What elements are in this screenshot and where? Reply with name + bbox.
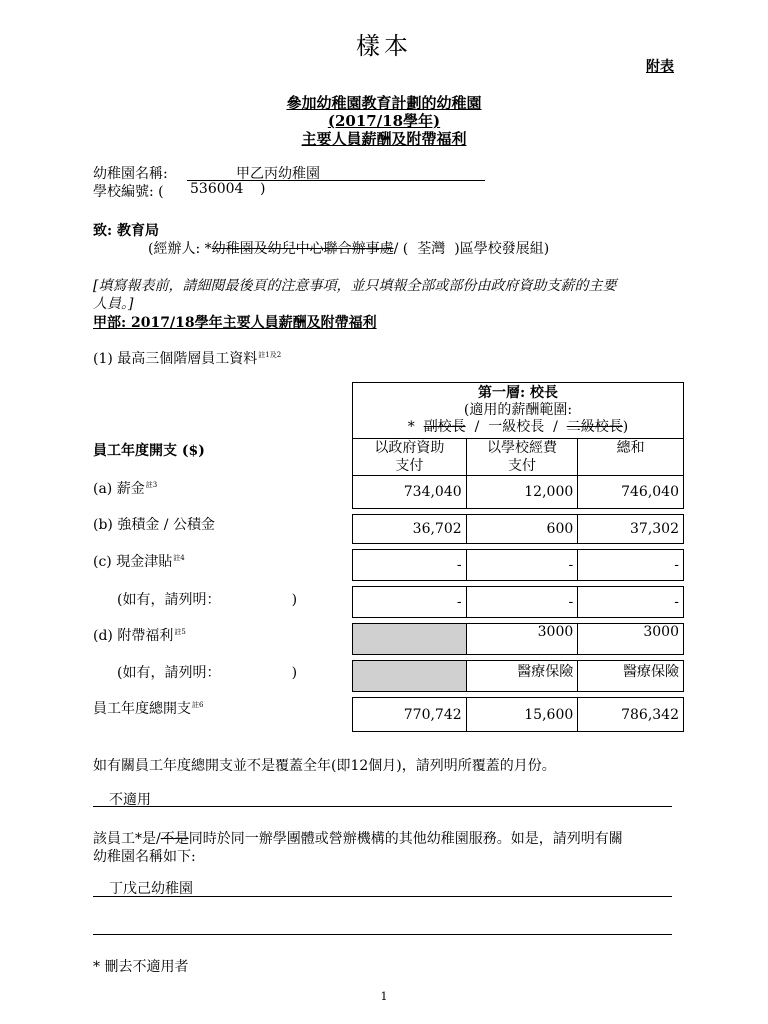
cell: - (466, 587, 578, 618)
instruction-line2: 人員。] (93, 296, 134, 312)
handler-struck-option: 幼稚園及幼兒中心聯合辦事處 (211, 241, 394, 257)
cell: - (353, 587, 467, 618)
cell: 3000 (466, 624, 578, 655)
school-code-label: 學校編號: ( (93, 184, 164, 200)
range-options: * 副校長 / 一級校長 / 二級校長) (407, 419, 629, 435)
cell: - (578, 550, 684, 581)
table-row (353, 661, 684, 692)
coverage-answer: 不適用 (109, 792, 151, 808)
title-line3: 主要人員薪酬及附帶福利 (301, 130, 467, 148)
cell: - (578, 587, 684, 618)
table-row (353, 624, 684, 655)
row-label-total: 員工年度總開支$^{註6}$ (93, 701, 204, 717)
range-opt-grade2: 二級校長 (566, 419, 623, 435)
coverage-answer-line (93, 806, 672, 807)
row-label-mpf: (b) 強積金 / 公積金 (93, 517, 215, 533)
cell: 734,040 (353, 476, 467, 509)
section1-text: (1) 最高三個階層員工資料 (93, 351, 258, 367)
table-row (353, 476, 684, 509)
staff-expense-table (352, 382, 684, 732)
cell: 醫療保險 (578, 661, 684, 692)
cell: 37,302 (578, 515, 684, 544)
school-code-close: ) (260, 181, 266, 197)
section1-label (93, 348, 281, 368)
cell: 3000 (578, 624, 684, 655)
handler-mid: / ( (393, 241, 409, 257)
cell: 746,040 (578, 476, 684, 509)
sample-watermark: 樣本 (356, 32, 412, 60)
row-label-salary: (a) 薪金$^{註3}$ (93, 481, 158, 497)
other-school-question: 該員工*是/不是同時於同一辦學團體或營辦機構的其他幼稚園服務。如是，請列明有關 (93, 831, 623, 847)
annex-label: 附表 (646, 59, 674, 75)
table-row (353, 515, 684, 544)
cell-greyed (353, 661, 467, 692)
title-line2: (2017/18學年) (327, 112, 441, 130)
school-code-value: 536004 (190, 181, 244, 197)
other-school-answer-line (93, 896, 672, 897)
cell-greyed (353, 624, 467, 655)
school-name-value: 甲乙丙幼稚園 (236, 166, 320, 182)
coverage-question: 如有關員工年度總開支並不是覆蓋全年(即12個月)，請列明所覆蓋的月份。 (93, 758, 556, 774)
recipient-to: 致: 教育局 (93, 223, 160, 239)
handler-suffix: )區學校發展組) (454, 241, 550, 257)
row-label-fringe-benefits: (d) 附帶福利$^{註5}$ (93, 628, 186, 644)
cell: - (466, 550, 578, 581)
cell: 770,742 (353, 698, 467, 732)
row-label-cash-allowance: (c) 現金津貼$^{註4}$ (93, 554, 185, 570)
section1-note: 註1及2 (258, 351, 282, 360)
title-line1: 參加幼稚園教育計劃的幼稚園 (286, 94, 482, 112)
instruction-line1: [填寫報表前，請細閱最後頁的注意事項，並只填報全部或部份由政府資助支薪的主要 (93, 278, 617, 294)
cell: - (353, 550, 467, 581)
tier-title: 第一層: 校長 (477, 385, 559, 401)
expense-header: 員工年度開支 ($) (93, 443, 205, 459)
table-row (353, 550, 684, 581)
cell: 12,000 (466, 476, 578, 509)
tier-header-cell (353, 383, 684, 439)
school-name-label: 幼稚園名稱: (93, 166, 168, 182)
row-label-cash-specify: (如有，請列明： ) (117, 592, 298, 608)
table-row (353, 698, 684, 732)
cell: 786,342 (578, 698, 684, 732)
other-school-question-line2: 幼稚園名稱如下: (93, 849, 196, 865)
handler-district: 荃灣 (417, 241, 446, 257)
row-label-fringe-specify: (如有，請列明： ) (117, 665, 298, 681)
other-school-blank-line (93, 934, 672, 935)
recipient-handler (148, 238, 549, 258)
range-label: (適用的薪酬範圍: (463, 402, 573, 418)
cell: 36,702 (353, 515, 467, 544)
other-school-answer: 丁戊己幼稚園 (109, 881, 193, 897)
col-header-gov: 以政府資助 支付 (353, 439, 467, 476)
col-header-school: 以學校經費 支付 (466, 439, 578, 476)
cell: 600 (466, 515, 578, 544)
cell: 15,600 (466, 698, 578, 732)
cell: 醫療保險 (466, 661, 578, 692)
table-row (353, 587, 684, 618)
part-a-title: 甲部: 2017/18學年主要人員薪酬及附帶福利 (93, 315, 377, 331)
range-opt-grade1: 一級校長 (488, 419, 545, 435)
col-header-total: 總和 (578, 439, 684, 476)
page-number: 1 (380, 990, 388, 1003)
range-opt-vice-principal: 副校長 (423, 419, 466, 435)
handler-prefix: (經辦人: * (148, 241, 212, 257)
footnote: * 刪去不適用者 (93, 959, 189, 975)
